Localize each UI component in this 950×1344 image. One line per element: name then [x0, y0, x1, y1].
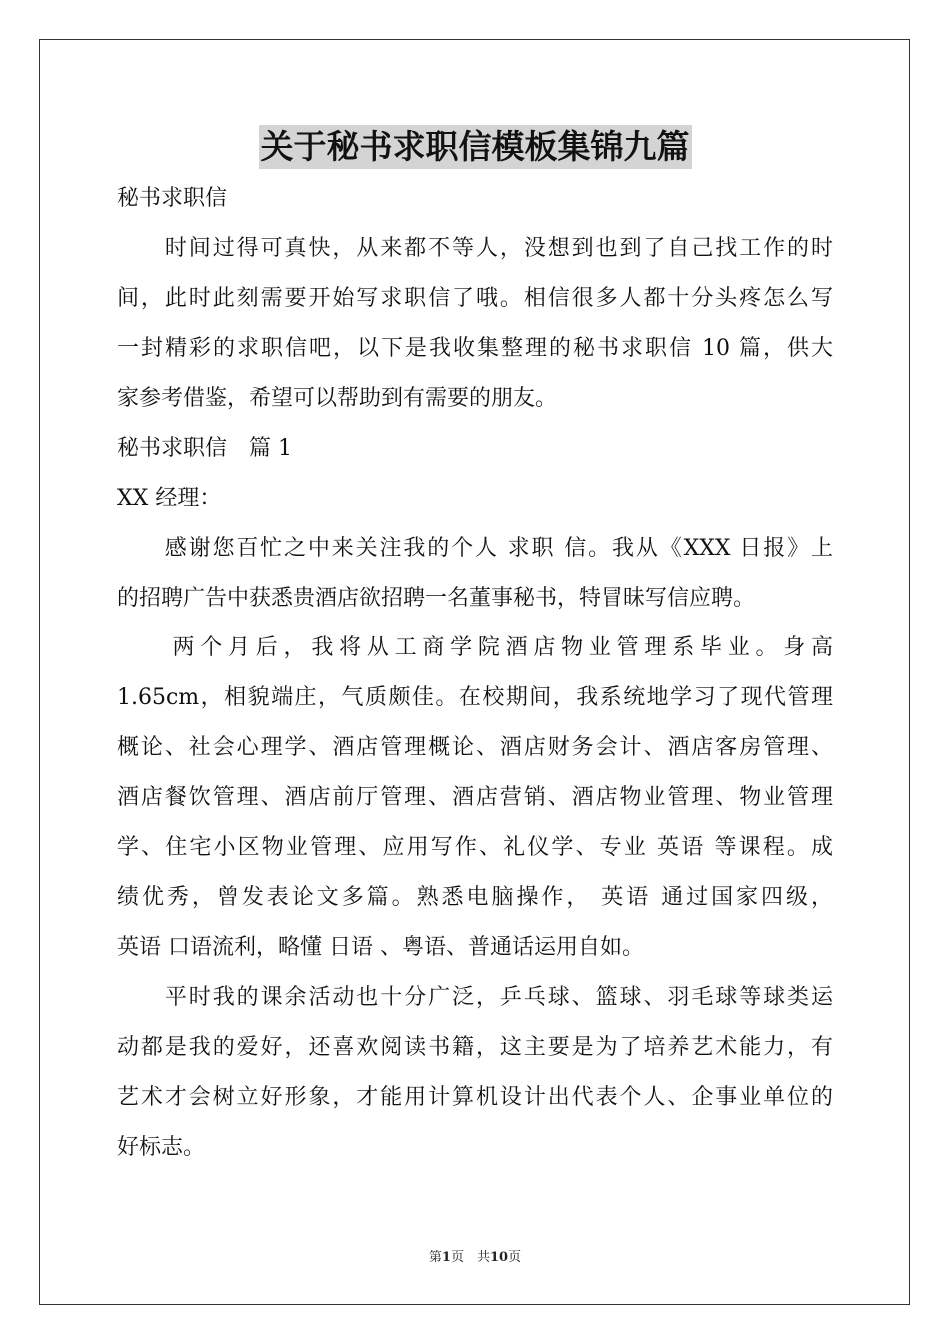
paragraph-line: 平时我的课余活动也十分广泛，乒乓球、篮球、羽毛球等球类运	[117, 985, 833, 1010]
paragraph-line: 好标志。	[117, 1135, 206, 1160]
section-heading: 秘书求职信	[117, 186, 228, 211]
title-container	[0, 125, 950, 169]
paragraph-line: 一封精彩的求职信吧，以下是我收集整理的秘书求职信 10 篇，供大	[117, 336, 833, 361]
paragraph-line: 两个月后，我将从工商学院酒店物业管理系毕业。身高	[117, 635, 833, 660]
page-border	[39, 39, 910, 1305]
page-label-suffix: 页	[508, 1250, 522, 1265]
document-title: 关于秘书求职信模板集锦九篇	[259, 125, 692, 169]
total-page-number: 10	[489, 1250, 509, 1265]
paragraph-line: 绩优秀，曾发表论文多篇。熟悉电脑操作， 英语 通过国家四级，	[117, 885, 833, 910]
paragraph-line: 概论、社会心理学、酒店管理概论、酒店财务会计、酒店客房管理、	[117, 735, 833, 760]
paragraph-line: 1.65cm，相貌端庄，气质颇佳。在校期间，我系统地学习了现代管理	[117, 685, 833, 710]
paragraph-line: 英语 口语流利，略懂 日语 、粤语、普通话运用自如。	[117, 935, 644, 960]
page-footer	[0, 1246, 950, 1265]
paragraph-line: 酒店餐饮管理、酒店前厅管理、酒店营销、酒店物业管理、物业管理	[117, 785, 833, 810]
paragraph-line: 动都是我的爱好，还喜欢阅读书籍，这主要是为了培养艺术能力，有	[117, 1035, 833, 1060]
paragraph-line: 家参考借鉴，希望可以帮助到有需要的朋友。	[117, 386, 558, 411]
current-page-number: 1	[441, 1250, 451, 1265]
paragraph-line: 的招聘广告中获悉贵酒店欲招聘一名董事秘书，特冒昧写信应聘。	[117, 586, 756, 611]
paragraph-line: 艺术才会树立好形象，才能用计算机设计出代表个人、企事业单位的	[117, 1085, 833, 1110]
paragraph-line: 感谢您百忙之中来关注我的个人 求职 信。我从《XXX 日报》上	[117, 536, 833, 561]
paragraph-line: 间，此时此刻需要开始写求职信了哦。相信很多人都十分头疼怎么写	[117, 286, 833, 311]
page-label-middle: 页 共	[450, 1250, 490, 1265]
page-label-prefix: 第	[428, 1250, 442, 1265]
paragraph-line: 学、住宅小区物业管理、应用写作、礼仪学、专业 英语 等课程。成	[117, 835, 833, 860]
salutation: XX 经理：	[117, 486, 222, 511]
section-heading: 秘书求职信 篇 1	[117, 436, 292, 461]
paragraph-line: 时间过得可真快，从来都不等人，没想到也到了自己找工作的时	[117, 236, 833, 261]
